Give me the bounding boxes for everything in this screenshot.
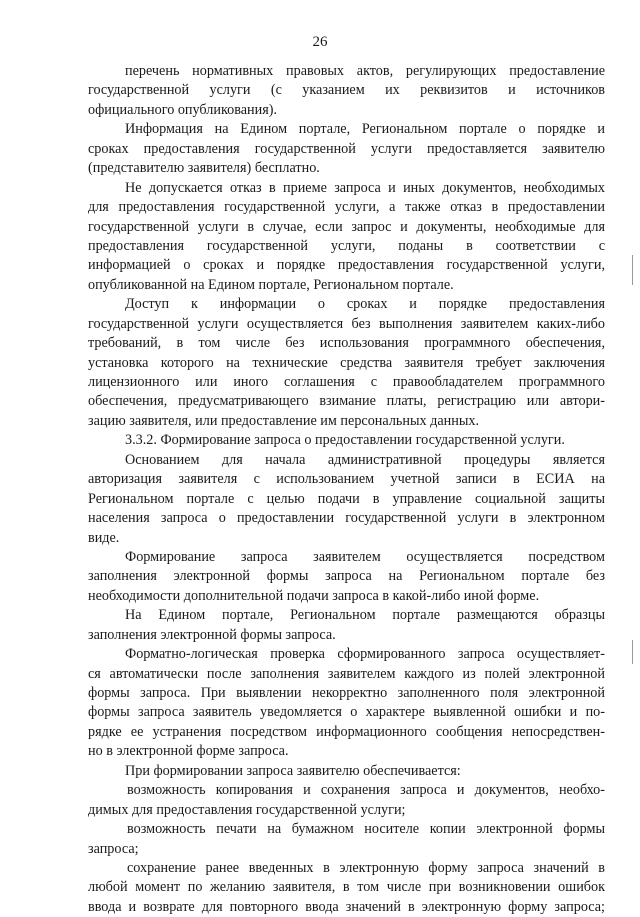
scan-edge-mark	[632, 255, 633, 285]
text-line: (представителю заявителя) бесплатно.	[88, 160, 320, 177]
text-line: Информация на Едином портале, Региональном портале о порядке и	[125, 121, 605, 138]
text-line: Форматно-логическая проверка сформированного запроса осуществляет-	[125, 646, 605, 663]
text-line: лицензионного или иного соглашения с правообладателем программного	[88, 374, 605, 390]
text-line: авторизация заявителя с использованием учетной записи в ЕСИА на	[88, 471, 605, 488]
text-line: государственной услуги осуществляется без выполнения заявителем каких-либо	[88, 315, 605, 332]
text-line: зацию заявителя, или предоставление им персональных данных.	[88, 412, 480, 429]
text-line: возможность копирования и сохранения запроса и документов, необхо-	[127, 782, 605, 799]
text-line: перечень нормативных правовых актов, регулирующих предоставление	[125, 63, 605, 79]
text-line: ввода и возврате для повторного ввода значений в электронную форму запроса;	[88, 898, 605, 915]
text-line: Формирование запроса заявителем осуществляется посредством	[125, 548, 605, 565]
page-number: 26	[312, 34, 328, 50]
text-line: возможность печати на бумажном носителе копии электронной формы	[127, 821, 605, 838]
text-line: для предоставления государственной услуги, а также отказ в предоставлении	[88, 199, 605, 216]
text-line: государственной услуги в случае, если запрос и документы, необходимые для	[88, 218, 605, 235]
text-line: заполнения электронной формы запроса.	[88, 626, 336, 643]
text-line: населения запроса о предоставлении государственной услуги в электронном	[88, 510, 605, 527]
text-line: заполнения электронной формы запроса на Региональном портале без	[88, 568, 605, 585]
text-line: сохранение ранее введенных в электронную форму запроса значений в	[127, 859, 605, 876]
text-line: димых для предоставления государственной услуги;	[88, 801, 406, 818]
text-line: Региональном портале с целью подачи в управление социальной защиты	[88, 490, 605, 507]
text-line: предоставления государственной услуги, поданы в соответствии с	[88, 237, 605, 254]
text-line: запроса;	[88, 840, 139, 857]
text-line: любой момент по желанию заявителя, в том числе при возникновении ошибок	[88, 879, 605, 896]
text-line: На Едином портале, Региональном портале размещаются образцы	[125, 607, 605, 624]
text-line: сроках предоставления государственной услуги предоставляется заявителю	[88, 140, 605, 157]
text-line: информацией о сроках и порядке предоставления государственной услуги,	[88, 257, 605, 274]
text-line: формы запроса. При выявлении некорректно заполненного поля электронной	[88, 685, 605, 701]
text-line: виде.	[88, 529, 120, 546]
text-line: требований, в том числе без использования программного обеспечения,	[88, 335, 605, 352]
scan-edge-mark	[632, 640, 633, 664]
text-line: обеспечения, предусматривающего взимание платы, регистрацию или автори-	[88, 393, 605, 410]
text-line: установка которого на технические средства заявителя требует заключения	[88, 354, 605, 371]
text-line: но в электронной форме запроса.	[88, 743, 289, 760]
text-line: рядке ее устранения посредством информационного сообщения непосредствен-	[88, 723, 605, 740]
text-line: формы запроса заявитель уведомляется о характере выявленной ошибки и по-	[88, 704, 605, 721]
text-line: ся автоматически после заполнения заявителем каждого из полей электронной	[88, 665, 605, 682]
text-line: государственной услуги (с указанием их реквизитов и источников	[88, 82, 605, 99]
text-line: 3.3.2. Формирование запроса о предоставлении государственной услуги.	[125, 432, 565, 449]
text-line: Доступ к информации о сроках и порядке предоставления	[125, 296, 605, 313]
text-line: опубликованной на Едином портале, Региональном портале.	[88, 276, 454, 293]
text-line: необходимости дополнительной подачи запроса в какой-либо иной форме.	[88, 587, 540, 604]
text-line: официального опубликования).	[88, 101, 278, 118]
text-line: Основанием для начала административной процедуры является	[125, 451, 605, 468]
document-body	[88, 62, 605, 917]
text-line: При формировании запроса заявителю обеспечивается:	[125, 762, 461, 779]
text-line: Не допускается отказ в приеме запроса и иных документов, необходимых	[125, 179, 605, 196]
